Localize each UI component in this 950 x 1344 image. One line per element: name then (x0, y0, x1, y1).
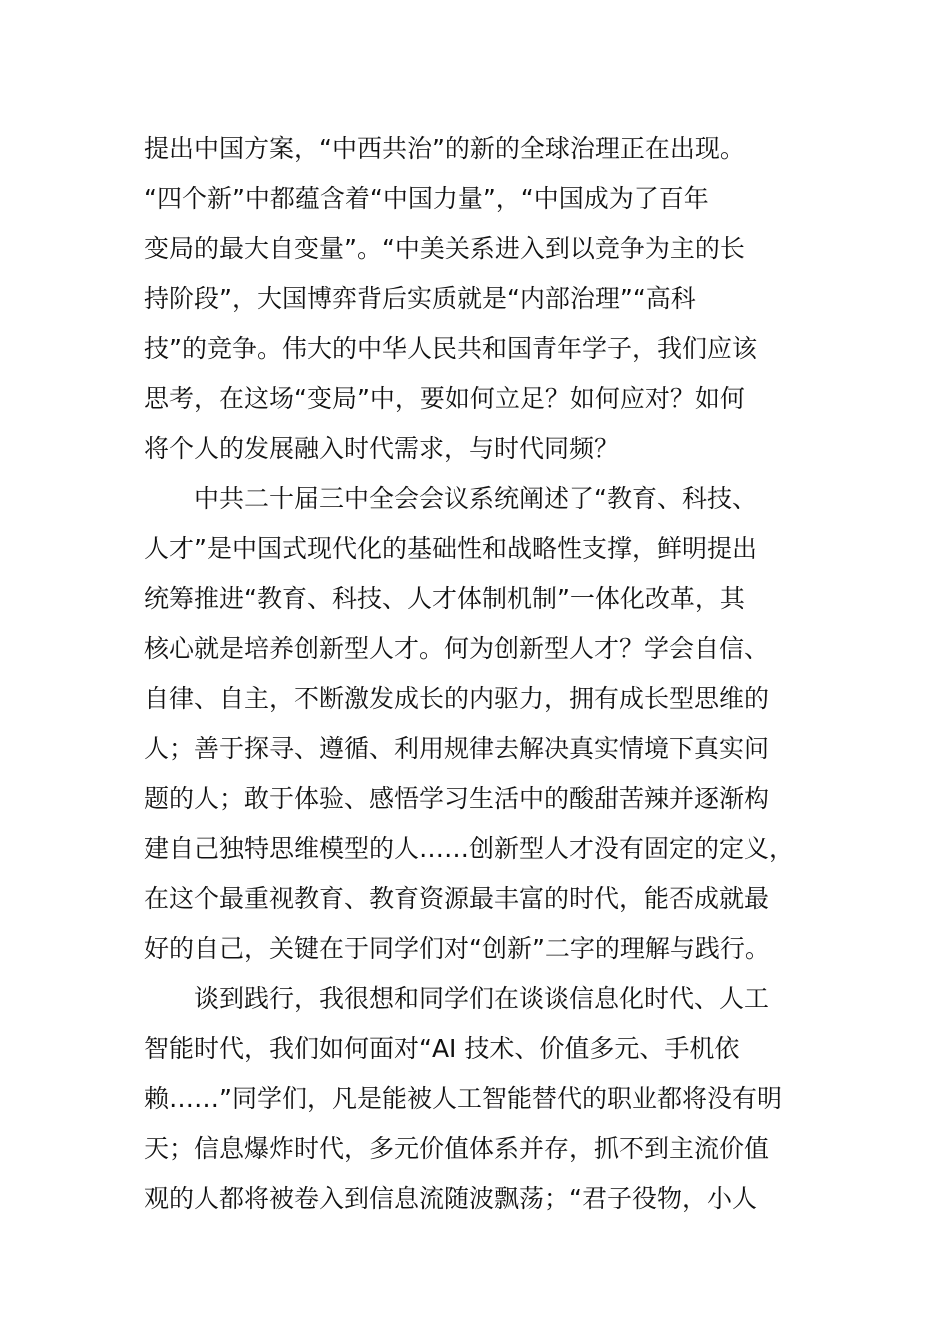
text-line: 观的人都将被卷入到信息流随波飘荡；“君子役物，小人 (144, 1184, 757, 1213)
text-line: “四个新”中都蕴含着“中国力量”，“中国成为了百年 (144, 184, 709, 213)
body-text (144, 124, 816, 1224)
text-line: 智能时代，我们如何面对“AI 技术、价值多元、手机依 (144, 1034, 740, 1063)
text-line: 题的人；敢于体验、感悟学习生活中的酸甜苦辣并逐渐构 (144, 784, 770, 813)
text-line: 天；信息爆炸时代，多元价值体系并存，抓不到主流价值 (144, 1134, 770, 1163)
text-line: 思考，在这场“变局”中，要如何立足？如何应对？如何 (144, 384, 745, 413)
text-line: 赖……”同学们，凡是能被人工智能替代的职业都将没有明 (144, 1084, 782, 1113)
text-line: 中共二十届三中全会会议系统阐述了“教育、科技、 (144, 484, 757, 513)
text-line: 将个人的发展融入时代需求，与时代同频？ (144, 434, 620, 463)
text-line: 建自己独特思维模型的人……创新型人才没有固定的定义， (144, 834, 795, 863)
text-line: 在这个最重视教育、教育资源最丰富的时代，能否成就最 (144, 884, 770, 913)
text-line: 自律、自主，不断激发成长的内驱力，拥有成长型思维的 (144, 684, 770, 713)
text-line: 统筹推进“教育、科技、人才体制机制”一体化改革，其 (144, 584, 745, 613)
text-line: 人；善于探寻、遵循、利用规律去解决真实情境下真实问 (144, 734, 770, 763)
text-line: 核心就是培养创新型人才。何为创新型人才？学会自信、 (144, 634, 770, 663)
text-line: 谈到践行，我很想和同学们在谈谈信息化时代、人工 (144, 984, 770, 1013)
text-line: 变局的最大自变量”。“中美关系进入到以竞争为主的长 (144, 234, 745, 263)
text-line: 好的自己，关键在于同学们对“创新”二字的理解与践行。 (144, 934, 770, 963)
text-line: 人才”是中国式现代化的基础性和战略性支撑，鲜明提出 (144, 534, 757, 563)
text-line: 持阶段”，大国博弈背后实质就是“内部治理”“高科 (144, 284, 696, 313)
text-line: 技”的竞争。伟大的中华人民共和国青年学子，我们应该 (144, 334, 757, 363)
text-line: 提出中国方案，“中西共治”的新的全球治理正在出现。 (144, 134, 745, 163)
